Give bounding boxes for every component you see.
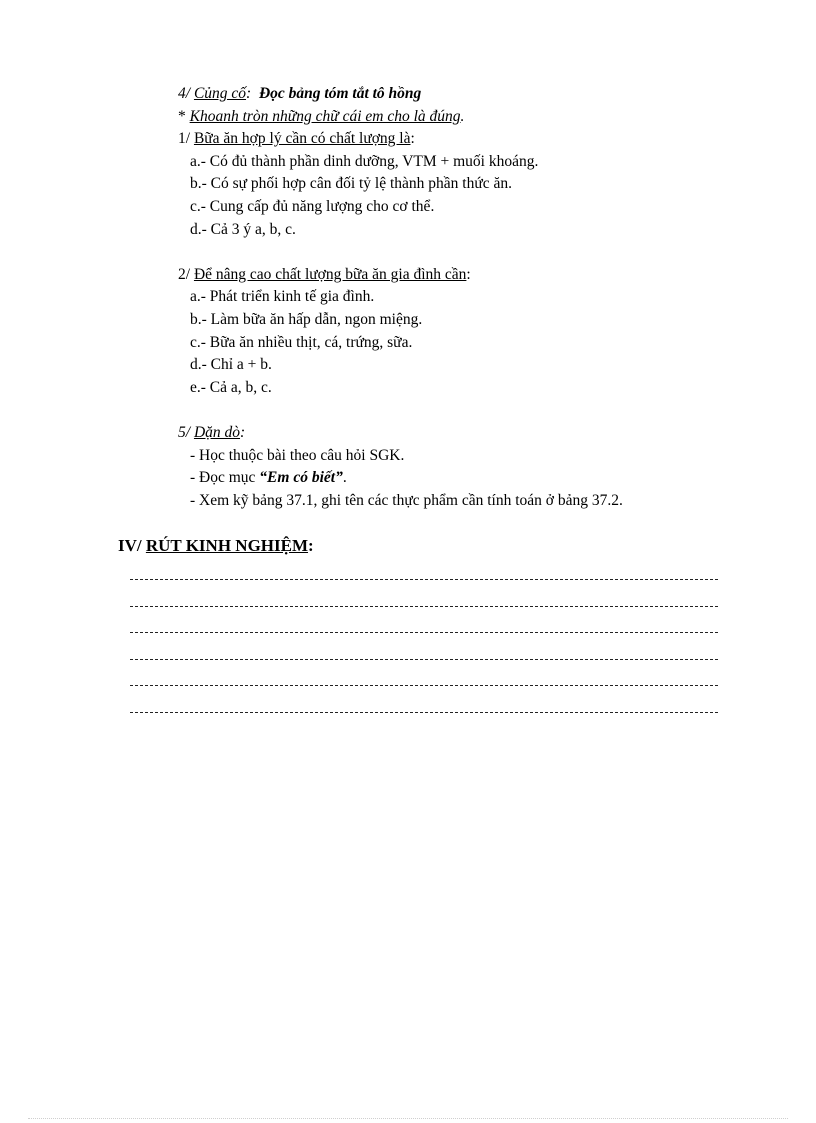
question-1-text: Bữa ăn hợp lý cần có chất lượng là xyxy=(193,130,411,148)
note-line xyxy=(130,568,718,595)
section-5-item-2-suffix: . xyxy=(342,469,347,487)
note-line xyxy=(130,701,718,728)
question-2-text: Để nâng cao chất lượng bữa ăn gia đình cần xyxy=(193,265,467,283)
question-2-option-c: c.- Bữa ăn nhiều thịt, cá, trứng, sữa. xyxy=(190,333,413,351)
note-line xyxy=(130,621,718,648)
instruction-star: * xyxy=(178,107,186,125)
lesson-content xyxy=(178,83,738,512)
section-5-colon: : xyxy=(240,423,246,441)
question-1-option-b: b.- Có sự phối hợp cân đối tỷ lệ thành phần thức ăn. xyxy=(190,175,513,193)
question-2-number: 2/ xyxy=(178,265,191,283)
question-2-option-e: e.- Cả a, b, c. xyxy=(190,378,272,396)
question-2-option-d: d.- Chỉ a + b. xyxy=(190,356,272,374)
question-1 xyxy=(178,128,738,151)
question-2-option-a: a.- Phát triển kinh tế gia đình. xyxy=(190,288,375,306)
section-4-title: Củng cố xyxy=(193,85,247,102)
section-5-item-1: - Học thuộc bài theo câu hỏi SGK. xyxy=(190,446,405,464)
note-line xyxy=(130,595,718,622)
question-1-number: 1/ xyxy=(178,130,191,148)
section-4-heading xyxy=(178,83,738,106)
question-2-option-b: b.- Làm bữa ăn hấp dẫn, ngon miệng. xyxy=(190,310,423,328)
section-5-item-2-bold: “Em có biết” xyxy=(259,469,343,487)
section-5-item-2-prefix: - Đọc mục xyxy=(190,469,260,487)
question-1-colon: : xyxy=(410,130,415,148)
section-5-number: 5/ xyxy=(178,423,191,441)
section-5-item-2 xyxy=(178,467,738,490)
section-5-heading xyxy=(178,422,738,445)
section-iv-heading xyxy=(118,536,314,556)
spacer xyxy=(178,399,738,422)
section-5-title: Dặn dò xyxy=(193,423,241,441)
section-4-number: 4/ xyxy=(178,85,191,102)
instruction-line xyxy=(178,106,738,129)
footer-divider xyxy=(28,1118,788,1119)
note-line xyxy=(130,674,718,701)
section-iv-number: IV/ xyxy=(118,536,142,555)
note-line xyxy=(130,648,718,675)
section-4-subtitle: Đọc bảng tóm tắt tô hồng xyxy=(258,85,422,102)
question-2 xyxy=(178,264,738,287)
section-iv-colon: : xyxy=(308,536,314,555)
question-2-colon: : xyxy=(466,265,471,283)
question-1-option-d: d.- Cả 3 ý a, b, c. xyxy=(190,220,296,238)
question-1-option-c: c.- Cung cấp đủ năng lượng cho cơ thể. xyxy=(190,197,435,215)
question-1-option-a: a.- Có đủ thành phần dinh dưỡng, VTM + muối khoáng. xyxy=(190,152,539,170)
spacer xyxy=(178,241,738,264)
section-5-item-3: - Xem kỹ bảng 37.1, ghi tên các thực phẩm cần tính toán ở bảng 37.2. xyxy=(190,491,623,509)
instruction-text: Khoanh tròn những chữ cái em cho là đúng xyxy=(189,107,461,125)
section-iv-title: RÚT KINH NGHIỆM xyxy=(145,536,309,555)
instruction-end: . xyxy=(460,107,465,125)
notes-lines xyxy=(130,568,718,728)
section-4-colon: : xyxy=(246,85,252,102)
